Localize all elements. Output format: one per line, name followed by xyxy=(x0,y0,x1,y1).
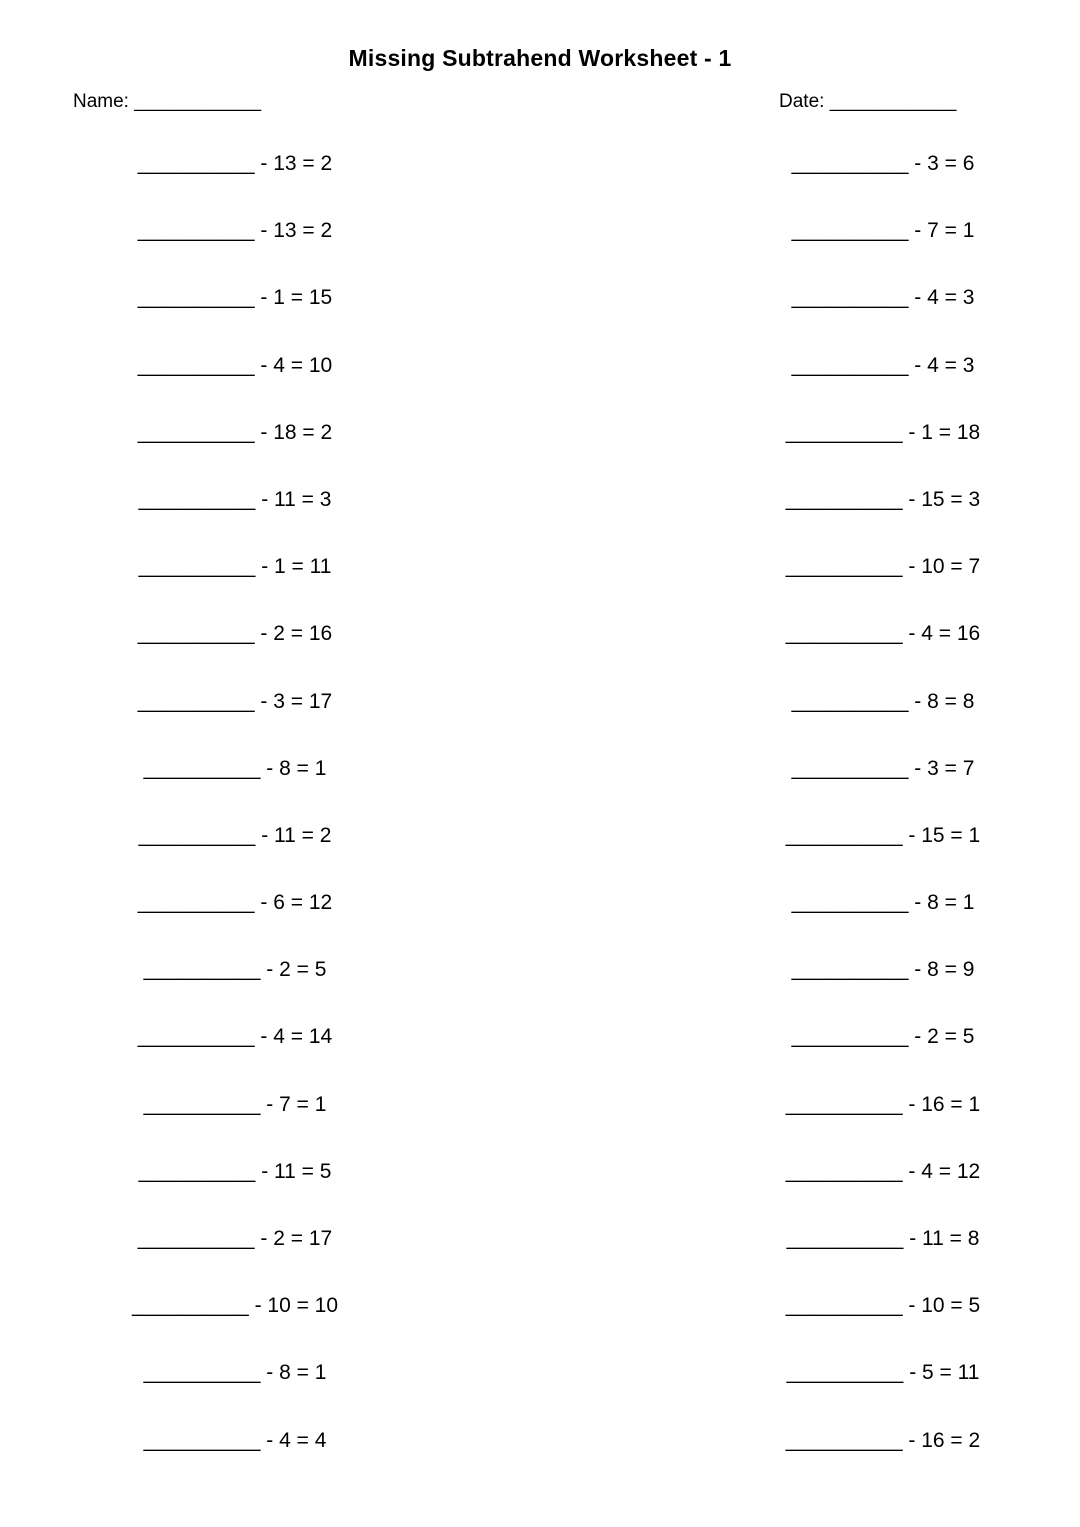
problem-right-15: __________ - 16 = 1 xyxy=(785,1092,981,1116)
problem-right-19: __________ - 5 = 11 xyxy=(786,1361,980,1385)
problem-left-15: __________ - 7 = 1 xyxy=(143,1092,327,1116)
problem-right-8: __________ - 4 = 16 xyxy=(785,622,981,646)
problem-right-9: __________ - 8 = 8 xyxy=(791,689,975,713)
problem-left-16: __________ - 11 = 5 xyxy=(138,1159,332,1183)
problem-right-1: __________ - 3 = 6 xyxy=(791,152,975,175)
problem-right-17: __________ - 11 = 8 xyxy=(786,1227,980,1250)
problem-right-13: __________ - 8 = 9 xyxy=(791,958,975,982)
problem-right-20: __________ - 16 = 2 xyxy=(785,1428,981,1452)
problem-left-11: __________ - 11 = 2 xyxy=(138,823,332,847)
problem-right-5: __________ - 1 = 18 xyxy=(785,420,981,444)
problem-left-5: __________ - 18 = 2 xyxy=(137,420,333,444)
name-field: Name: ____________ xyxy=(73,91,262,112)
problem-right-14: __________ - 2 = 5 xyxy=(791,1025,975,1049)
worksheet-title: Missing Subtrahend Worksheet - 1 xyxy=(348,45,732,71)
problem-left-3: __________ - 1 = 15 xyxy=(137,286,333,310)
problem-left-7: __________ - 1 = 11 xyxy=(138,555,332,579)
problem-right-3: __________ - 4 = 3 xyxy=(791,286,975,310)
problem-left-18: __________ - 10 = 10 xyxy=(131,1294,339,1318)
problem-left-14: __________ - 4 = 14 xyxy=(137,1025,333,1049)
problem-left-2: __________ - 13 = 2 xyxy=(137,219,333,243)
problem-right-11: __________ - 15 = 1 xyxy=(785,823,981,847)
problem-left-13: __________ - 2 = 5 xyxy=(143,958,327,982)
right-problem-column xyxy=(733,150,1033,1494)
problem-left-6: __________ - 11 = 3 xyxy=(138,487,332,511)
problem-right-2: __________ - 7 = 1 xyxy=(791,219,975,243)
problem-right-12: __________ - 8 = 1 xyxy=(791,891,975,915)
date-field: Date: ____________ xyxy=(779,91,957,112)
problem-right-7: __________ - 10 = 7 xyxy=(785,555,981,579)
problem-right-18: __________ - 10 = 5 xyxy=(785,1294,981,1318)
problem-right-10: __________ - 3 = 7 xyxy=(791,756,975,780)
left-problem-column xyxy=(85,150,385,1494)
problem-left-19: __________ - 8 = 1 xyxy=(143,1361,327,1385)
problem-left-4: __________ - 4 = 10 xyxy=(137,353,333,377)
problem-left-10: __________ - 8 = 1 xyxy=(143,756,327,780)
problem-left-8: __________ - 2 = 16 xyxy=(137,622,333,646)
problem-right-6: __________ - 15 = 3 xyxy=(785,487,981,511)
problem-left-20: __________ - 4 = 4 xyxy=(143,1428,327,1452)
problem-left-17: __________ - 2 = 17 xyxy=(137,1227,333,1250)
problem-left-9: __________ - 3 = 17 xyxy=(137,689,333,713)
problem-left-1: __________ - 13 = 2 xyxy=(137,152,333,175)
problem-right-4: __________ - 4 = 3 xyxy=(791,353,975,377)
problem-left-12: __________ - 6 = 12 xyxy=(137,891,333,915)
problem-right-16: __________ - 4 = 12 xyxy=(785,1159,981,1183)
